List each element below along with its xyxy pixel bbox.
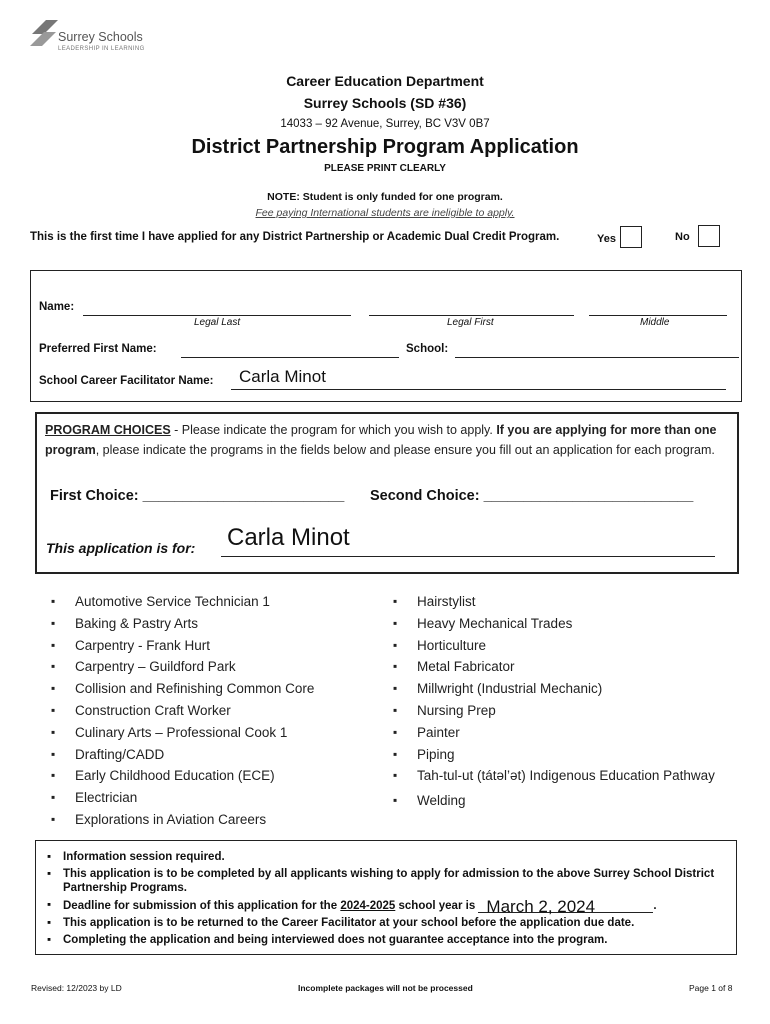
list-item: ▪ Culinary Arts – Professional Cook 1 [51, 722, 314, 744]
department-heading: Career Education Department [286, 73, 484, 89]
deadline-date-value: March 2, 2024 [486, 897, 596, 916]
international-note: Fee paying International students are ineligible to apply. [255, 207, 515, 219]
application-for-label: This application is for: [46, 540, 196, 556]
middle-caption: Middle [640, 317, 670, 328]
logo-tagline: LEADERSHIP IN LEARNING [58, 46, 145, 52]
legal-first-field[interactable] [369, 315, 574, 316]
legal-last-field[interactable] [83, 315, 351, 316]
list-item: ▪ Carpentry - Frank Hurt [51, 635, 314, 657]
student-info-section [30, 270, 742, 402]
application-for-line[interactable] [221, 556, 715, 557]
list-item: ▪ Drafting/CADD [51, 744, 314, 766]
second-choice-field[interactable]: Second Choice: __________________________ [370, 488, 694, 504]
list-item: ▪ Painter [393, 722, 715, 744]
program-list-right [393, 591, 715, 812]
list-item: ▪ Tah-tul-ut (tátəl’ət) Indigenous Education Pathway [393, 765, 715, 787]
list-item: ▪ Nursing Prep [393, 700, 715, 722]
list-item: ▪ Baking & Pastry Arts [51, 613, 314, 635]
list-item: ▪ Collision and Refinishing Common Core [51, 678, 314, 700]
list-item: ▪ Piping [393, 744, 715, 766]
school-field[interactable] [455, 357, 739, 358]
facilitator-value[interactable]: Carla Minot [239, 367, 326, 386]
list-item: ▪ Hairstylist [393, 591, 715, 613]
program-choices-text2: , please indicate the programs in the fields below and please ensure you fill out an application for each program. [95, 443, 715, 457]
district-heading: Surrey Schools (SD #36) [303, 95, 467, 111]
notes-list [45, 850, 725, 947]
first-choice-field[interactable]: First Choice: _________________________ [50, 488, 345, 504]
logo [28, 14, 168, 58]
page-title: District Partnership Program Application [191, 136, 579, 158]
footer-incomplete: Incomplete packages will not be processed [298, 983, 473, 993]
note-acceptance: ▪ Completing the application and being interviewed does not guarantee acceptance into the program. [45, 933, 725, 947]
list-item: ▪ Metal Fabricator [393, 656, 715, 678]
legal-last-caption: Legal Last [194, 317, 241, 328]
list-item: ▪ Electrician [51, 787, 314, 809]
deadline-date-field[interactable] [478, 897, 653, 916]
middle-name-field[interactable] [589, 315, 727, 316]
preferred-name-label: Preferred First Name: [39, 343, 157, 355]
deadline-year: 2024-2025 [340, 900, 396, 912]
list-item: ▪ Construction Craft Worker [51, 700, 314, 722]
logo-name: Surrey Schools [58, 30, 143, 44]
deadline-text-end: . [653, 900, 657, 912]
first-time-question: This is the first time I have applied for any District Partnership or Academic Dual Credit Program. [30, 231, 560, 243]
yes-checkbox[interactable] [620, 226, 642, 248]
program-choices-section [35, 412, 739, 574]
program-choices-bold: If you are applying for more than one program [45, 423, 717, 457]
list-item: ▪ Welding [393, 790, 715, 812]
list-item: ▪ Automotive Service Technician 1 [51, 591, 314, 613]
facilitator-field[interactable] [231, 389, 726, 390]
deadline-text-mid: school year is [395, 900, 479, 912]
application-for-value[interactable]: Carla Minot [227, 524, 350, 551]
address: 14033 – 92 Avenue, Surrey, BC V3V 0B7 [280, 118, 490, 130]
no-checkbox[interactable] [698, 225, 720, 247]
footer-revised: Revised: 12/2023 by LD [31, 983, 122, 993]
list-item: ▪ Early Childhood Education (ECE) [51, 765, 314, 787]
note-completion: ▪ This application is to be completed by all applicants wishing to apply for admission to the above Surrey School District Partnership Programs. [45, 867, 725, 895]
school-label: School: [406, 343, 449, 355]
list-item: ▪ Carpentry – Guildford Park [51, 656, 314, 678]
list-item: ▪ Horticulture [393, 635, 715, 657]
preferred-name-field[interactable] [181, 357, 399, 358]
facilitator-label: School Career Facilitator Name: [39, 375, 214, 387]
list-item: ▪ Millwright (Industrial Mechanic) [393, 678, 715, 700]
program-choices-heading: PROGRAM CHOICES [45, 423, 171, 437]
deadline-text-pre: Deadline for submission of this application for the [63, 900, 341, 912]
list-item: ▪ Heavy Mechanical Trades [393, 613, 715, 635]
yes-label: Yes [597, 233, 616, 245]
list-item: ▪ Explorations in Aviation Careers [51, 809, 314, 831]
note-return: ▪ This application is to be returned to the Career Facilitator at your school before the application due date. [45, 916, 725, 930]
note-info-session: ▪ Information session required. [45, 850, 725, 864]
no-label: No [675, 231, 690, 243]
program-choices-text1: - Please indicate the program for which you wish to apply. [170, 423, 497, 437]
note-deadline [45, 897, 725, 916]
footer-page-number: Page 1 of 8 [689, 983, 733, 993]
print-clearly: PLEASE PRINT CLEARLY [324, 163, 446, 174]
name-label: Name: [39, 301, 75, 313]
program-list-left [51, 591, 314, 831]
program-choices-text [45, 420, 731, 460]
funding-note: NOTE: Student is only funded for one program. [267, 191, 503, 203]
legal-first-caption: Legal First [447, 317, 494, 328]
surrey-schools-logo-icon [28, 16, 62, 50]
